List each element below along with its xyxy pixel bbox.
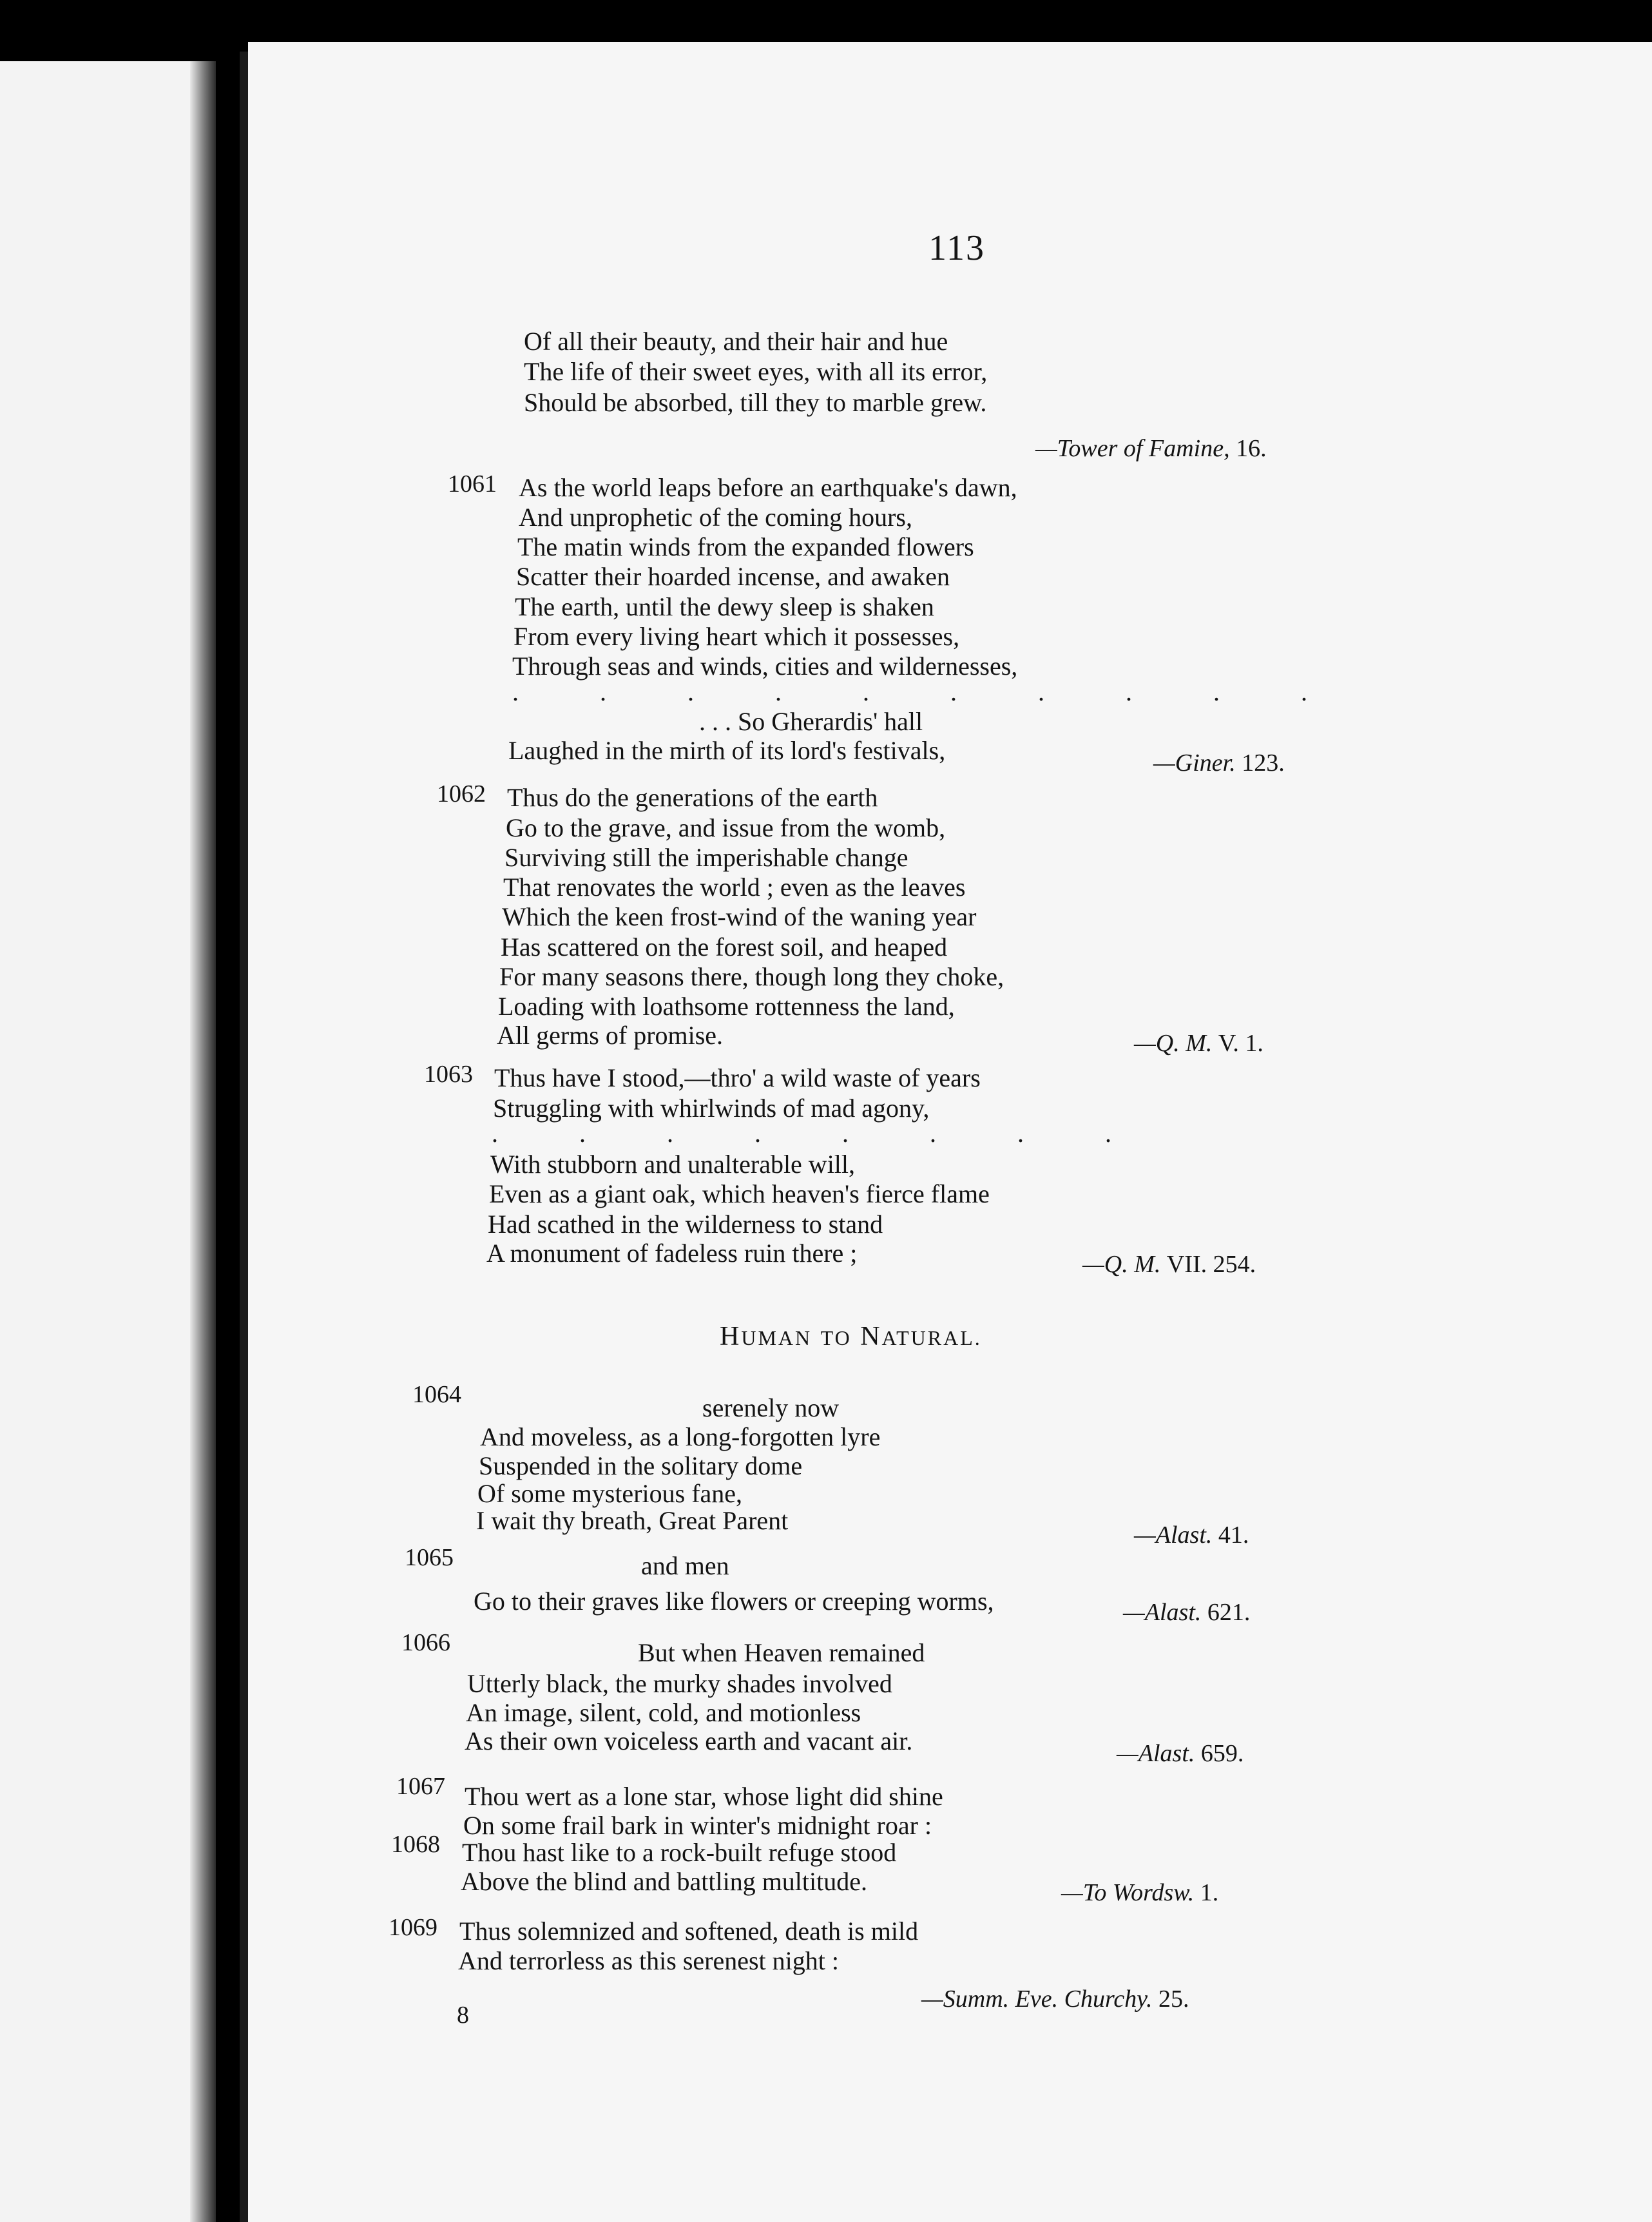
citation-ref: V. 1. bbox=[1218, 1030, 1263, 1057]
verse-line: Thou wert as a lone star, whose light did shine bbox=[465, 1782, 943, 1811]
verse-line: A monument of fadeless ruin there ; bbox=[486, 1239, 858, 1268]
entry-number: 1062 bbox=[437, 780, 486, 807]
verse-line: Thou hast like to a rock-built refuge stood bbox=[462, 1838, 897, 1867]
citation-ref: 659. bbox=[1200, 1740, 1244, 1767]
verse-line: On some frail bark in winter's midnight roar : bbox=[463, 1811, 932, 1840]
citation-title: —Tower of Famine, bbox=[1035, 435, 1230, 462]
verse-line: Scatter their hoarded incense, and awaken bbox=[516, 562, 950, 591]
citation bbox=[1061, 1880, 1218, 1905]
verse-line: and men bbox=[641, 1551, 729, 1580]
verse-line: For many seasons there, though long they choke, bbox=[499, 962, 1004, 991]
entry-number: 1063 bbox=[424, 1061, 473, 1088]
entry-number: 1069 bbox=[389, 1914, 437, 1941]
citation bbox=[1123, 1600, 1250, 1625]
verse-line: Of all their beauty, and their hair and hue bbox=[524, 327, 948, 356]
citation-title: —Alast. bbox=[1123, 1599, 1202, 1626]
verse-line: . . . So Gherardis' hall bbox=[699, 707, 923, 736]
verse-line: And terrorless as this serenest night : bbox=[458, 1946, 839, 1975]
verse-line: Above the blind and battling multitude. bbox=[461, 1867, 868, 1896]
verse-line: Suspended in the solitary dome bbox=[479, 1451, 803, 1480]
citation-ref: 123. bbox=[1242, 749, 1285, 777]
citation-title: —Q. M. bbox=[1082, 1251, 1161, 1278]
heading-initial: H bbox=[720, 1322, 742, 1351]
ellipsis-row: . . . . . . . . . . bbox=[512, 677, 1345, 706]
citation-ref: 621. bbox=[1207, 1599, 1251, 1626]
verse-line: The life of their sweet eyes, with all its error, bbox=[524, 357, 988, 386]
citation bbox=[1082, 1252, 1256, 1277]
verse-line: Thus solemnized and softened, death is mild bbox=[459, 1917, 919, 1946]
verse-line: And unprophetic of the coming hours, bbox=[519, 503, 912, 532]
verse-line: Has scattered on the forest soil, and heaped bbox=[501, 932, 948, 961]
verse-line: Through seas and winds, cities and wildernesses, bbox=[512, 652, 1018, 681]
ellipsis-row: . . . . . . . . bbox=[492, 1119, 1149, 1148]
verse-line: Of some mysterious fane, bbox=[477, 1479, 743, 1508]
heading-smallcaps: TO bbox=[820, 1326, 852, 1349]
verse-line: I wait thy breath, Great Parent bbox=[476, 1506, 789, 1535]
heading-smallcaps: UMAN bbox=[741, 1326, 812, 1349]
entry-number: 1061 bbox=[448, 470, 497, 498]
verse-line: Laughed in the mirth of its lord's festivals, bbox=[508, 736, 946, 765]
verse-line: serenely now bbox=[702, 1393, 840, 1422]
book-page bbox=[248, 42, 1652, 2222]
citation bbox=[1134, 1031, 1263, 1056]
heading-smallcaps: ATURAL. bbox=[881, 1326, 982, 1349]
verse-line: The earth, until the dewy sleep is shaken bbox=[515, 592, 934, 621]
entry-number: 1066 bbox=[401, 1629, 450, 1656]
citation bbox=[1035, 436, 1267, 461]
verse-line: An image, silent, cold, and motionless bbox=[466, 1698, 861, 1727]
verse-line: Thus do the generations of the earth bbox=[507, 783, 878, 812]
book-gutter bbox=[190, 61, 216, 2222]
citation bbox=[921, 1987, 1189, 2011]
citation-title: —To Wordsw. bbox=[1061, 1879, 1195, 1906]
verse-line: The matin winds from the expanded flowers bbox=[517, 532, 974, 561]
citation bbox=[1134, 1523, 1249, 1547]
citation-ref: 25. bbox=[1158, 1985, 1189, 2013]
citation-title: —Summ. Eve. Churchy. bbox=[921, 1985, 1153, 2013]
verse-line: All germs of promise. bbox=[497, 1021, 724, 1050]
heading-initial: N bbox=[860, 1322, 882, 1351]
page-edge bbox=[240, 52, 249, 2222]
verse-line: But when Heaven remained bbox=[638, 1638, 925, 1667]
citation-title: —Giner. bbox=[1153, 749, 1236, 777]
citation-title: —Alast. bbox=[1134, 1522, 1213, 1549]
citation bbox=[1153, 751, 1285, 775]
citation bbox=[1117, 1741, 1244, 1766]
verse-line: Thus have I stood,—thro' a wild waste of years bbox=[494, 1063, 981, 1092]
verse-line: Go to their graves like flowers or creeping worms, bbox=[474, 1587, 994, 1616]
citation-title: —Alast. bbox=[1117, 1740, 1195, 1767]
verse-line: Which the keen frost-wind of the waning year bbox=[502, 902, 977, 931]
citation-ref: 1. bbox=[1200, 1879, 1219, 1906]
verse-line: With stubborn and unalterable will, bbox=[490, 1150, 856, 1179]
citation-ref: 16. bbox=[1236, 435, 1267, 462]
verse-line: As their own voiceless earth and vacant air. bbox=[465, 1726, 913, 1755]
citation-ref: 41. bbox=[1218, 1522, 1249, 1549]
left-facing-page bbox=[0, 61, 213, 2222]
verse-line: Surviving still the imperishable change bbox=[504, 843, 908, 872]
section-heading bbox=[720, 1321, 982, 1352]
verse-line: Loading with loathsome rottenness the land, bbox=[498, 992, 955, 1021]
signature-mark: 8 bbox=[457, 2002, 469, 2029]
verse-line: Utterly black, the murky shades involved bbox=[467, 1669, 892, 1698]
verse-line: Should be absorbed, till they to marble grew. bbox=[524, 388, 987, 417]
verse-line: As the world leaps before an earthquake's dawn, bbox=[519, 473, 1017, 502]
verse-line: And moveless, as a long-forgotten lyre bbox=[480, 1422, 881, 1451]
verse-line: Even as a giant oak, which heaven's fierce flame bbox=[489, 1179, 990, 1208]
citation-title: —Q. M. bbox=[1134, 1030, 1213, 1057]
verse-line: Struggling with whirlwinds of mad agony, bbox=[493, 1094, 930, 1123]
verse-line: From every living heart which it possesses, bbox=[514, 622, 960, 651]
entry-number: 1064 bbox=[412, 1381, 461, 1408]
verse-line: Go to the grave, and issue from the womb, bbox=[506, 813, 946, 842]
verse-line: That renovates the world ; even as the leaves bbox=[503, 873, 966, 902]
page-number: 113 bbox=[928, 228, 985, 268]
entry-number: 1067 bbox=[396, 1773, 445, 1800]
entry-number: 1068 bbox=[391, 1831, 440, 1858]
entry-number: 1065 bbox=[405, 1544, 454, 1571]
citation-ref: VII. 254. bbox=[1166, 1251, 1256, 1278]
verse-line: Had scathed in the wilderness to stand bbox=[488, 1210, 883, 1239]
